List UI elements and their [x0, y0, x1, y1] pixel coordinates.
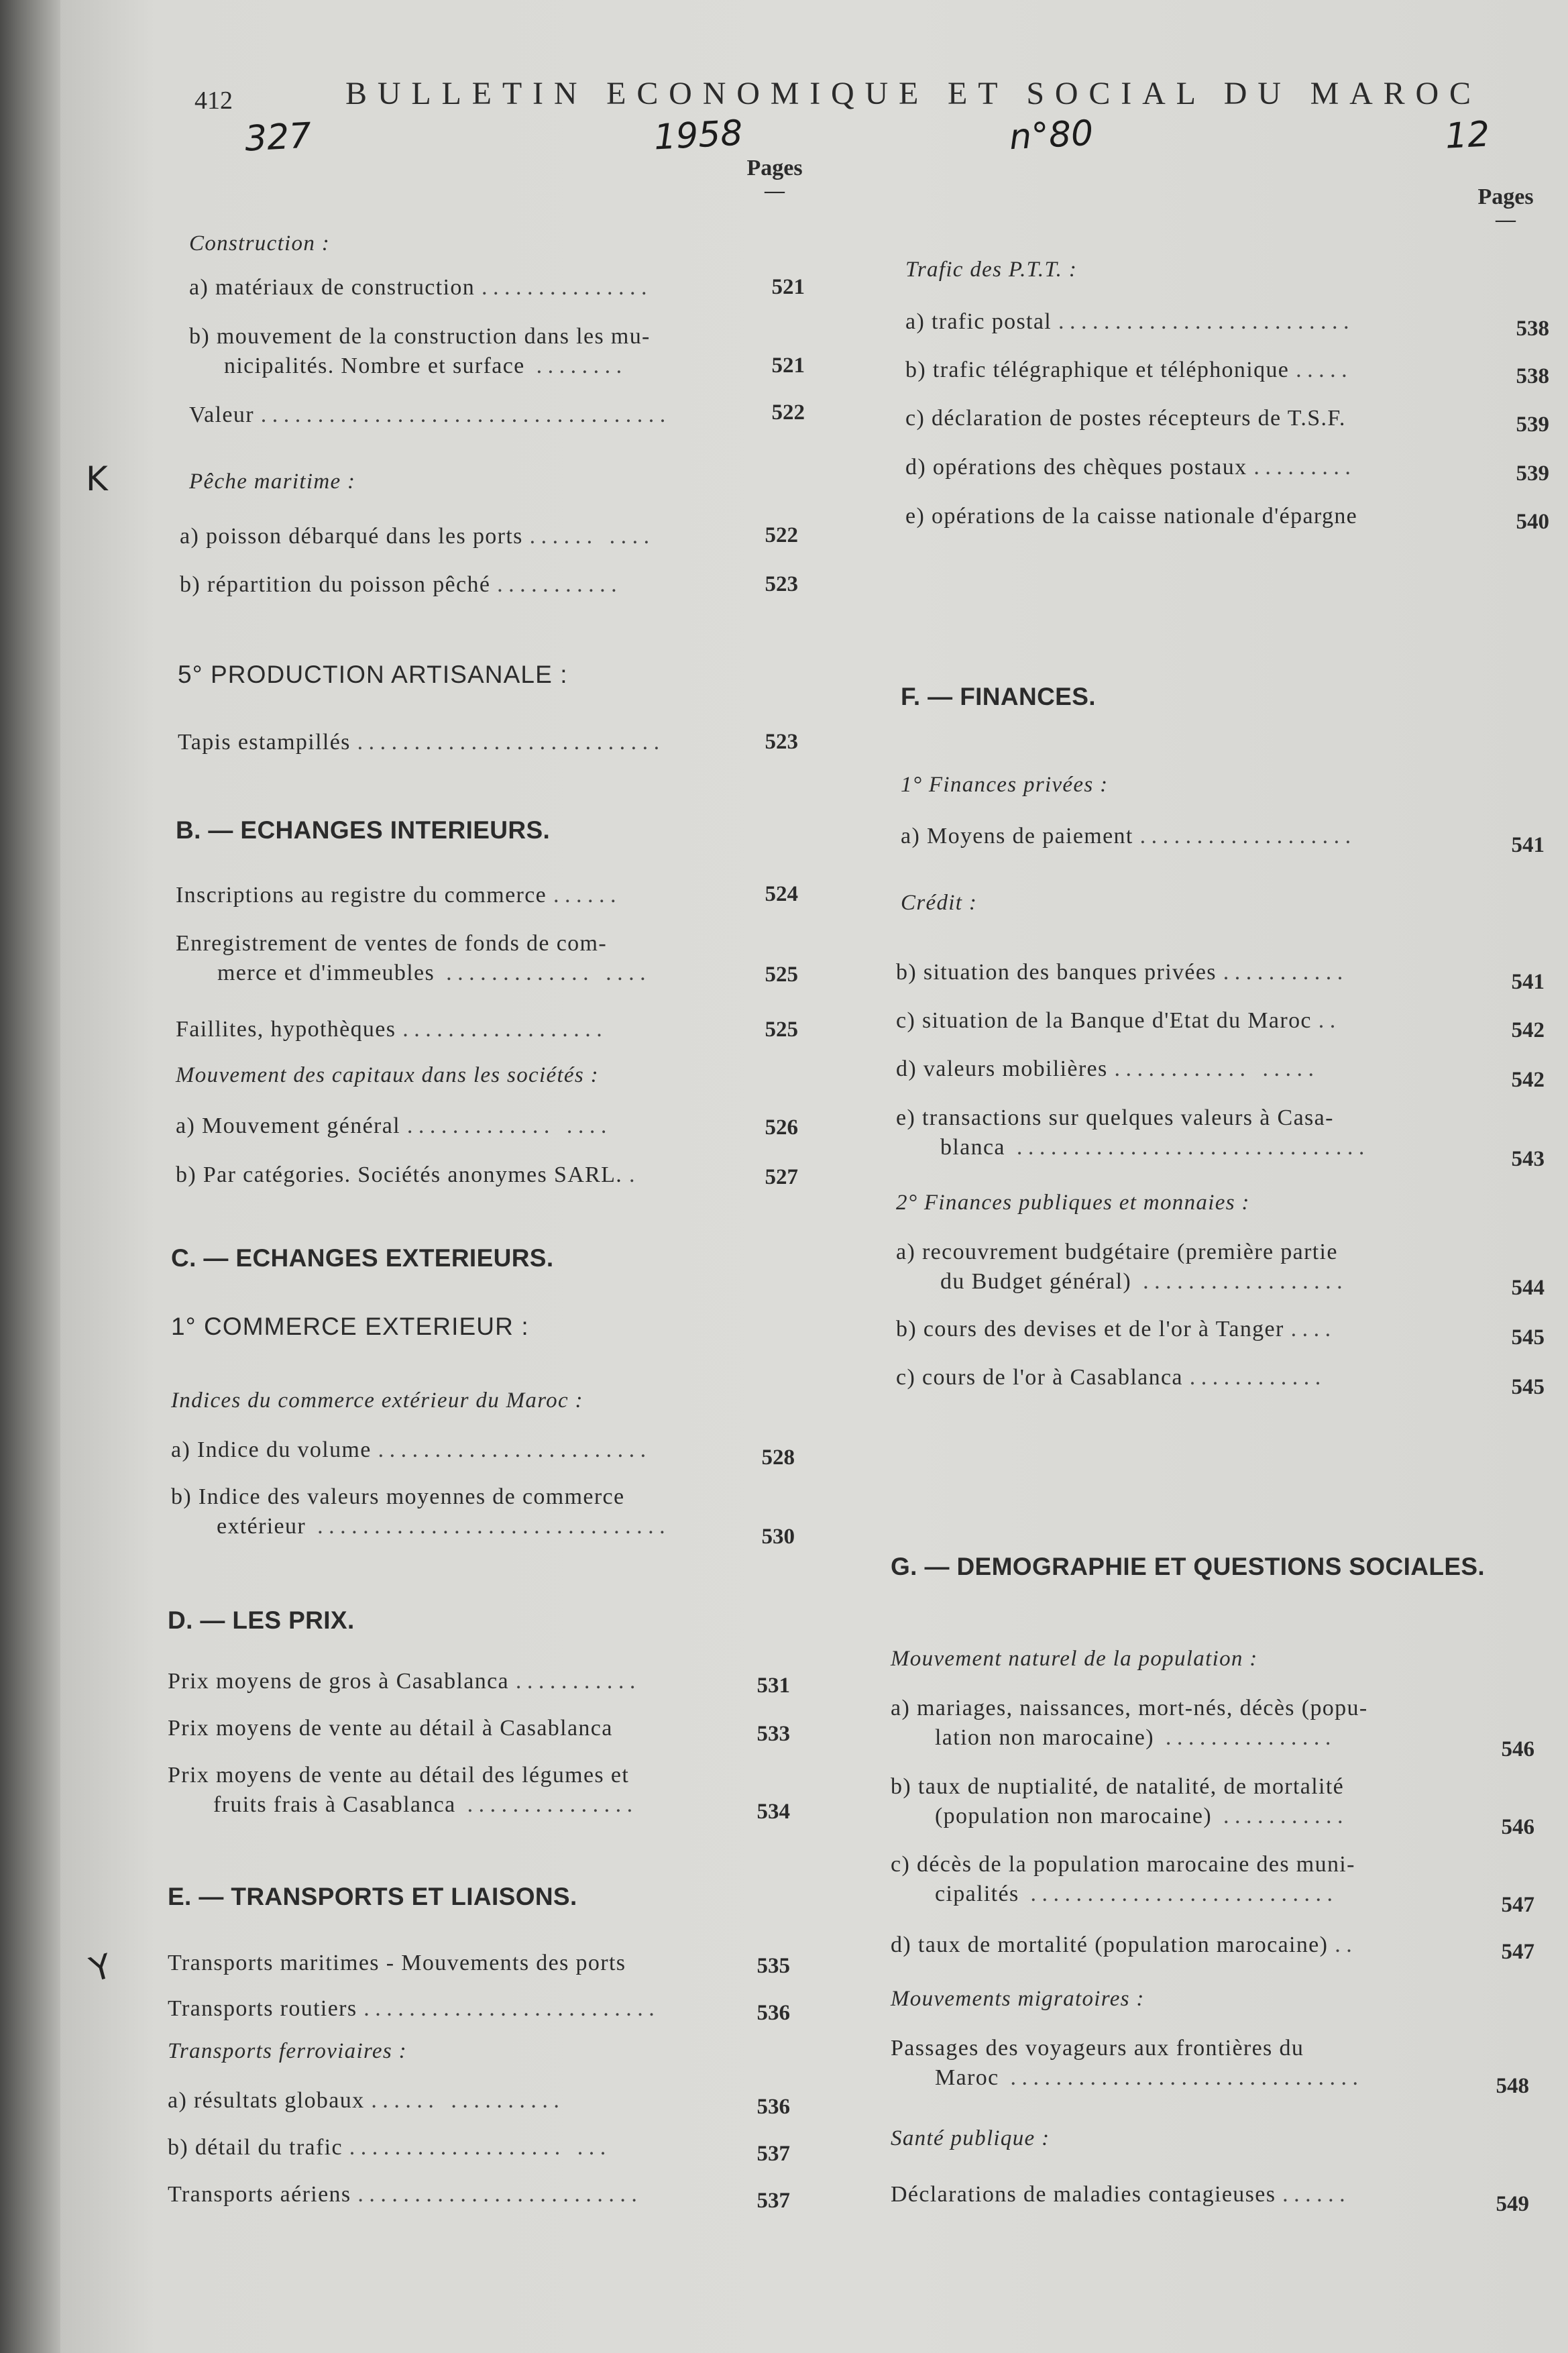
toc-entry [891, 1930, 1357, 1960]
leader-dots: ............................... [1005, 1135, 1370, 1160]
toc-page-number: 537 [757, 2142, 790, 2166]
toc-page-number: 523 [765, 572, 798, 596]
leader-dots: ................... ... [349, 2135, 612, 2160]
toc-entry-text: b) détail du trafic [168, 2135, 343, 2160]
leader-dots: .......................... [1058, 309, 1355, 334]
leader-dots: ...... .... [529, 524, 655, 549]
toc-entry [171, 1482, 671, 1541]
toc-entry-text: b) Indice des valeurs moyennes de commerce [171, 1484, 625, 1509]
toc-entry-text: fruits frais à Casablanca [213, 1792, 456, 1817]
toc-entry-continuation [896, 1267, 1348, 1297]
toc-page-number: 539 [1516, 413, 1549, 437]
leader-dots: .................. [402, 1017, 608, 1042]
toc-page-number: 544 [1511, 1276, 1545, 1300]
toc-entry-text: d) valeurs mobilières [896, 1056, 1108, 1081]
toc-entry-text: Tapis estampillés [178, 730, 351, 755]
toc-page-number: 537 [757, 2189, 790, 2213]
pages-dash: — [1496, 209, 1516, 231]
toc-page-number: 538 [1516, 317, 1549, 341]
toc-page-number: 542 [1511, 1018, 1545, 1042]
toc-entry-continuation [168, 1790, 638, 1820]
toc-entry-continuation [891, 1879, 1355, 1909]
toc-entry [905, 307, 1355, 337]
toc-entry [896, 1315, 1337, 1344]
toc-entry [180, 570, 622, 600]
toc-entry [178, 728, 665, 757]
toc-entry-text: blanca [940, 1135, 1005, 1160]
toc-page-number: 539 [1516, 461, 1549, 486]
leader-dots: ............... [455, 1792, 638, 1817]
toc-page-number: 522 [771, 400, 805, 425]
toc-entry [891, 2180, 1351, 2209]
toc-page-number: 547 [1501, 1940, 1534, 1964]
toc-entry-text: Inscriptions au registre du commerce [176, 883, 547, 908]
toc-entry-text: cipalités [935, 1881, 1019, 1906]
toc-entry-continuation [891, 1802, 1349, 1831]
toc-page-number: 545 [1511, 1375, 1545, 1399]
toc-entry [168, 2133, 612, 2163]
toc-entry-text: a) trafic postal [905, 309, 1052, 334]
toc-entry [905, 453, 1356, 482]
toc-entry [896, 958, 1349, 987]
toc-entry-text: a) matériaux de construction [189, 275, 475, 300]
margin-mark: Y [86, 1947, 116, 1989]
subsection-heading: Pêche maritime : [189, 470, 356, 494]
toc-entry-text: b) trafic télégraphique et téléphonique [905, 358, 1290, 382]
toc-entry-text: Transports aériens [168, 2182, 351, 2207]
toc-entry [896, 1363, 1327, 1392]
leader-dots: ........................... [357, 730, 665, 755]
toc-entry-continuation [189, 351, 651, 381]
leader-dots: ........................... [1019, 1881, 1339, 1906]
toc-entry [189, 273, 653, 303]
toc-entry [168, 1994, 660, 2024]
toc-entry [176, 1111, 612, 1141]
toc-page-number: 530 [761, 1525, 795, 1549]
toc-page-number: 526 [765, 1115, 798, 1140]
toc-page-number: 547 [1501, 1893, 1534, 1917]
leader-dots: ........... [497, 572, 623, 597]
leader-dots: ...... [1282, 2182, 1351, 2207]
toc-entry-text: Prix moyens de vente au détail des légumes et [168, 1763, 630, 1788]
toc-entry [901, 822, 1357, 851]
toc-page-number: 535 [757, 1954, 790, 1978]
leader-dots: ........... [1223, 960, 1349, 985]
toc-page-number: 546 [1501, 1737, 1534, 1761]
toc-entry-text: (population non marocaine) [935, 1804, 1213, 1828]
toc-entry [896, 1054, 1319, 1084]
toc-entry-text: a) mariages, naissances, mort-nés, décès (popu- [891, 1696, 1368, 1720]
section-heading: G. — DEMOGRAPHIE ET QUESTIONS SOCIALES. [891, 1553, 1486, 1580]
toc-page-number: 540 [1516, 510, 1549, 534]
toc-entry [891, 2034, 1364, 2093]
toc-page-number: 542 [1511, 1068, 1545, 1092]
toc-entry-text: Prix moyens de gros à Casablanca [168, 1669, 510, 1694]
leader-dots: .................................... [260, 402, 671, 427]
section-heading: F. — FINANCES. [901, 683, 1096, 710]
toc-entry-continuation [891, 1723, 1368, 1753]
toc-entry-text: a) recouvrement budgétaire (première partie [896, 1240, 1338, 1264]
section-heading: C. — ECHANGES EXTERIEURS. [171, 1244, 554, 1272]
toc-entry-continuation [171, 1512, 671, 1541]
toc-entry-text: Enregistrement de ventes de fonds de com- [176, 931, 608, 956]
leader-dots: .... [1290, 1317, 1337, 1342]
leader-dots: ............................... [999, 2065, 1364, 2090]
toc-page-number: 521 [771, 275, 805, 299]
toc-entry [189, 322, 651, 381]
toc-entry-text: d) taux de mortalité (population marocaine) [891, 1932, 1329, 1957]
toc-entry [176, 1160, 640, 1190]
toc-entry [896, 1103, 1370, 1162]
toc-page-number: 541 [1511, 833, 1545, 857]
toc-page-number: 531 [757, 1674, 790, 1698]
toc-page-number: 536 [757, 2095, 790, 2119]
toc-entry-text: e) opérations de la caisse nationale d'épargne [905, 504, 1358, 529]
section-heading: 5° PRODUCTION ARTISANALE : [178, 661, 568, 688]
section-heading: E. — TRANSPORTS ET LIAISONS. [168, 1883, 577, 1910]
toc-entry [168, 1761, 638, 1820]
toc-entry-text: merce et d'immeubles [217, 961, 435, 985]
toc-entry-text: Transports routiers [168, 1996, 357, 2021]
subsection-heading: Santé publique : [891, 2126, 1050, 2150]
toc-entry [176, 881, 622, 910]
handwritten-annotation: 327 [243, 115, 313, 160]
toc-entry-text: lation non marocaine) [935, 1725, 1154, 1750]
subsection-heading: Mouvement naturel de la population : [891, 1647, 1258, 1671]
toc-entry-text: b) situation des banques privées [896, 960, 1217, 985]
leader-dots: .................. [1131, 1269, 1349, 1294]
leader-dots: ........................ [378, 1437, 652, 1462]
toc-entry-text: b) répartition du poisson pêché [180, 572, 491, 597]
handwritten-annotation: 1958 [653, 113, 744, 158]
toc-entry [171, 1435, 652, 1465]
toc-entry [891, 1694, 1368, 1753]
toc-entry-text: Maroc [935, 2065, 999, 2090]
pages-column-label-right [1459, 184, 1553, 230]
pages-dash: — [765, 180, 785, 202]
toc-entry [168, 2180, 642, 2209]
toc-page-number: 545 [1511, 1325, 1545, 1350]
toc-entry-text: c) déclaration de postes récepteurs de T.S.F. [905, 406, 1346, 431]
toc-entry-text: d) opérations des chèques postaux [905, 455, 1247, 480]
leader-dots: ........ [524, 353, 628, 378]
leader-dots: ........... [515, 1669, 641, 1694]
toc-entry-text: Déclarations de maladies contagieuses [891, 2182, 1276, 2207]
subsection-heading: Construction : [189, 231, 331, 256]
subsection-heading: Transports ferroviaires : [168, 2039, 407, 2063]
toc-entry-text: extérieur [217, 1514, 306, 1539]
page [60, 0, 1568, 2353]
toc-entry [180, 522, 655, 551]
toc-entry-text: a) Moyens de paiement [901, 824, 1133, 849]
leader-dots: ........... [1212, 1804, 1349, 1828]
toc-entry-text: Passages des voyageurs aux frontières du [891, 2036, 1304, 2061]
toc-page-number: 528 [761, 1445, 795, 1470]
subsection-heading: Mouvements migratoires : [891, 1987, 1145, 2011]
subsection-heading: Mouvement des capitaux dans les sociétés : [176, 1063, 599, 1087]
toc-entry [905, 404, 1346, 433]
toc-entry-text: b) taux de nuptialité, de natalité, de mortalité [891, 1774, 1345, 1799]
leader-dots: ............................... [306, 1514, 671, 1539]
toc-entry-text: du Budget général) [940, 1269, 1132, 1294]
leader-dots: .......................... [363, 1996, 661, 2021]
leader-dots: ...... [553, 883, 622, 908]
toc-page-number: 538 [1516, 364, 1549, 388]
toc-entry [168, 1714, 613, 1743]
toc-page-number: 522 [765, 523, 798, 547]
page-number: 412 [194, 87, 233, 115]
section-heading: 1° COMMERCE EXTERIEUR : [171, 1313, 529, 1340]
subsection-heading: Indices du commerce extérieur du Maroc : [171, 1388, 583, 1413]
toc-entry-text: nicipalités. Nombre et surface [224, 353, 525, 378]
toc-entry [168, 2086, 565, 2116]
subsection-heading: 2° Finances publiques et monnaies : [896, 1191, 1250, 1215]
toc-entry-text: c) situation de la Banque d'Etat du Maroc [896, 1008, 1312, 1033]
toc-entry-text: e) transactions sur quelques valeurs à Casa- [896, 1105, 1334, 1130]
toc-page-number: 521 [771, 353, 805, 378]
toc-page-number: 546 [1501, 1815, 1534, 1839]
toc-entry-text: a) résultats globaux [168, 2088, 365, 2113]
leader-dots: .. [1335, 1932, 1358, 1957]
leader-dots: ............... [1154, 1725, 1337, 1750]
leader-dots: ............. .... [406, 1113, 612, 1138]
toc-page-number: 533 [757, 1722, 790, 1746]
toc-entry-text: Valeur [189, 402, 254, 427]
subsection-heading: Crédit : [901, 891, 978, 915]
subsection-heading: 1° Finances privées : [901, 773, 1109, 797]
toc-page-number: 525 [765, 963, 798, 987]
pages-column-label-left [728, 156, 822, 201]
toc-page-number: 536 [757, 2001, 790, 2025]
subsection-heading: Trafic des P.T.T. : [905, 258, 1078, 282]
toc-entry-continuation [896, 1133, 1370, 1162]
margin-mark: K [86, 459, 108, 498]
toc-page-number: 541 [1511, 970, 1545, 994]
toc-page-number: 534 [757, 1800, 790, 1824]
toc-page-number: 524 [765, 882, 798, 906]
toc-page-number: 525 [765, 1018, 798, 1042]
toc-page-number: 527 [765, 1165, 798, 1189]
leader-dots: ............ [1189, 1365, 1327, 1390]
page-title: BULLETIN ECONOMIQUE ET SOCIAL DU MAROC [345, 76, 1481, 111]
toc-page-number: 543 [1511, 1147, 1545, 1171]
leader-dots: ......................... [357, 2182, 643, 2207]
pages-label: Pages [1477, 184, 1534, 209]
toc-entry-text: Faillites, hypothèques [176, 1017, 396, 1042]
toc-entry-text: Prix moyens de vente au détail à Casablanca [168, 1716, 613, 1741]
leader-dots: ............. .... [435, 961, 652, 985]
toc-entry [891, 1850, 1355, 1909]
toc-entry-continuation [891, 2063, 1364, 2093]
toc-entry-text: b) mouvement de la construction dans les mu- [189, 324, 651, 349]
toc-page-number: 523 [765, 730, 798, 754]
section-heading: D. — LES PRIX. [168, 1606, 355, 1634]
book-binding [0, 0, 60, 2353]
toc-entry-text: a) Indice du volume [171, 1437, 372, 1462]
toc-entry-text: b) cours des devises et de l'or à Tanger [896, 1317, 1284, 1342]
handwritten-annotation: 12 [1444, 114, 1491, 157]
toc-entry [189, 400, 671, 430]
toc-entry-text: Transports maritimes - Mouvements des ports [168, 1951, 626, 1975]
toc-entry [168, 1949, 626, 1978]
leader-dots: .. [1318, 1008, 1341, 1033]
toc-entry [905, 502, 1357, 531]
handwritten-annotation: n°80 [1008, 113, 1095, 158]
toc-entry-text: b) Par catégories. Sociétés anonymes SARL. [176, 1162, 623, 1187]
toc-entry [896, 1238, 1348, 1297]
pages-label: Pages [746, 156, 803, 180]
toc-entry [896, 1006, 1341, 1036]
leader-dots: ......... [1253, 455, 1357, 480]
leader-dots: ............ ..... [1114, 1056, 1320, 1081]
toc-page-number: 548 [1496, 2074, 1529, 2098]
toc-entry [176, 929, 651, 988]
leader-dots: ..... [1296, 358, 1353, 382]
section-heading: B. — ECHANGES INTERIEURS. [176, 816, 551, 844]
toc-entry-continuation [176, 959, 651, 988]
leader-dots: ...... .......... [371, 2088, 565, 2113]
leader-dots: ............... [481, 275, 653, 300]
toc-page-number: 549 [1496, 2192, 1529, 2216]
toc-entry [176, 1015, 608, 1044]
toc-entry-text: a) Mouvement général [176, 1113, 400, 1138]
toc-entry-text: c) décès de la population marocaine des muni- [891, 1852, 1355, 1877]
leader-dots: ................... [1139, 824, 1357, 849]
toc-entry-text: a) poisson débarqué dans les ports [180, 524, 523, 549]
leader-dots: . [629, 1162, 641, 1187]
toc-entry [905, 355, 1353, 385]
toc-entry [168, 1667, 641, 1696]
toc-entry-text: c) cours de l'or à Casablanca [896, 1365, 1183, 1390]
toc-entry [891, 1772, 1349, 1831]
